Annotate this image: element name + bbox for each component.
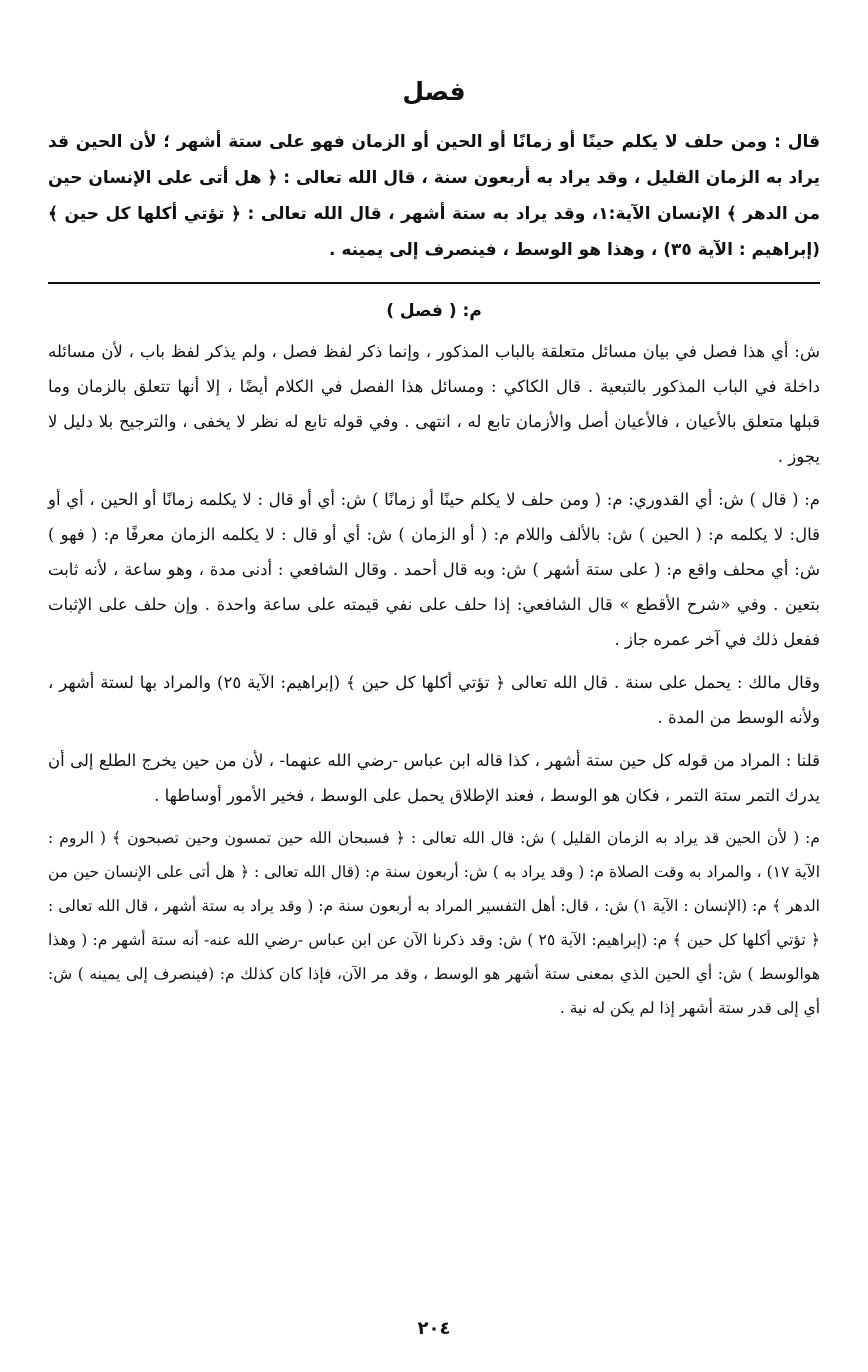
page-content bbox=[48, 74, 820, 1033]
commentary-paragraph-4: قلنا : المراد من قوله كل حين ستة أشهر ، كذا قاله ابن عباس -رضي الله عنهما- ، لأن من حين يخرج الطلع إلى أن يدرك التمر ستة التمر ، فكان هو الوسط ، فعند الإطلاق يحمل على الوسط ، فخير الأمور أوساطها . bbox=[48, 751, 820, 805]
commentary-paragraph-3: وقال مالك : يحمل على سنة . قال الله تعالى ﴿ تؤتي أكلها كل حين ﴾ (إبراهيم: الآية ٢٥) والمراد بها لستة أشهر ، ولأنه الوسط من المدة . bbox=[48, 673, 821, 727]
commentary-title: م: ( فصل ) bbox=[386, 301, 482, 321]
commentary-paragraph-1: ش: أي هذا فصل في بيان مسائل متعلقة بالباب المذكور ، وإنما ذكر لفظ فصل ، ولم يذكر لفظ باب ، لأن مسائله داخلة في الباب المذكور بالتبعية . قال الكاكي : ومسائل هذا الفصل في الكلام أيضًا ، إلا أنها تتعلق بالزمان وما قبلها متعلق بالأعيان ، فالأعيان أصل والأزمان تابع له ، انتهى . وفي قوله تابع له نظر لا يخفى ، والترجيح بلا دليل لا يجوز . bbox=[48, 342, 820, 466]
commentary-paragraph-2: م: ( قال ) ش: أي القدوري: م: ( ومن حلف لا يكلم حينًا أو زمانًا ) ش: أي أو قال : لا يكلمه زمانًا أو الحين ، أي أو قال: لا يكلمه م: ( الحين ) ش: بالألف واللام م: ( أو الزمان ) ش: أي أو قال : لا يكلمه الزمان معرفًا م: ( فهو ) ش: أي محلف واقع م: ( على ستة أشهر ) ش: وبه قال أحمد . وقال الشافعي : أدنى مدة ، وهو ساعة ، لأنه ثابت بتعين . وفي «شرح الأقطع » قال الشافعي: إذا حلف على نفي قيمته على ساعة واحدة . وإن حلف على الإثبات ففعل ذلك في آخر عمره جاز . bbox=[48, 490, 820, 649]
commentary-paragraph-5: م: ( لأن الحين قد يراد به الزمان القليل ) ش: قال الله تعالى : ﴿ فسبحان الله حين تمسون وحين تصبحون ﴾ ( الروم : الآية ١٧) ، والمراد به وقت الصلاة م: ( وقد يراد به ) ش: أربعون سنة م: (قال الله تعالى : ﴿ هل أتى على الإنسان حين من الدهر ﴾ م: (الإنسان : الآية ١) ش: ، قال: أهل التفسير المراد به أربعون سنة م: ( وقد يراد به ستة أشهر ، قال الله تعالى :﴿ تؤتي أكلها كل حين ﴾ م: (إبراهيم: الآية ٢٥ ) ش: وقد ذكرنا الآن عن ابن عباس -رضي الله عنه- أنه ستة أشهر م: ( وهذا هوالوسط ) ش: أي الحين الذي بمعنى ستة أشهر هو الوسط ، وقد مر الآن، فإذا كان كذلك م: (فينصرف إلى يمينه ) ش: أي إلى قدر ستة أشهر إذا لم يكن له نية . bbox=[48, 829, 820, 1017]
horizontal-divider bbox=[48, 282, 820, 284]
section-title: فصل bbox=[402, 77, 466, 106]
matn-text: قال : ومن حلف لا يكلم حينًا أو زمانًا أو الحين أو الزمان فهو على ستة أشهر ؛ لأن الحين قد يراد به الزمان القليل ، وقد يراد به أربعون سنة ، قال الله تعالى : ﴿ هل أتى على الإنسان حين من الدهر ﴾ الإنسان الآية:١، وقد يراد به ستة أشهر ، قال الله تعالى : ﴿ تؤتي أكلها كل حين ﴾ (إبراهيم : الآية ٣٥) ، وهذا هو الوسط ، فينصرف إلى يمينه . bbox=[48, 132, 820, 260]
page-number: ٢٠٤ bbox=[417, 1318, 451, 1339]
